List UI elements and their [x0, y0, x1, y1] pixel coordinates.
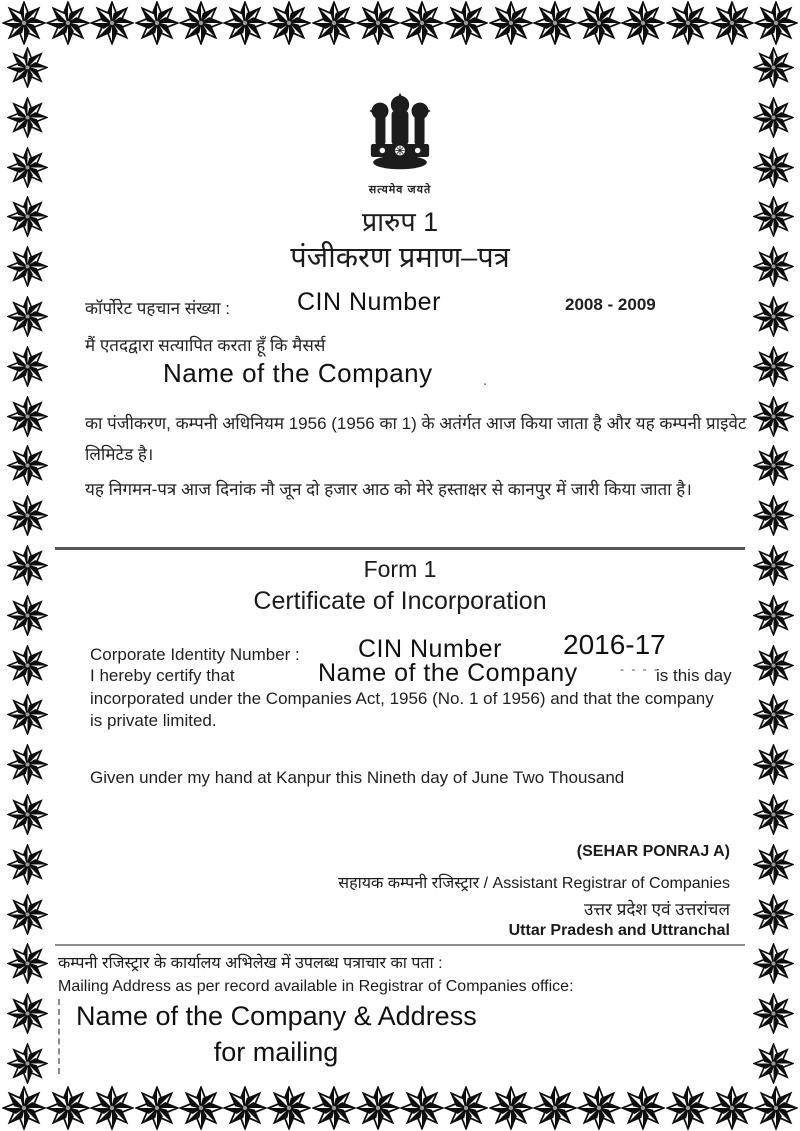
star-ornament-icon [753, 894, 794, 935]
star-ornament-icon [7, 445, 48, 486]
star-ornament-icon [7, 47, 48, 88]
star-ornament-icon [7, 894, 48, 935]
star-ornament-icon [90, 1, 134, 45]
star-ornament-icon [753, 97, 794, 138]
star-ornament-icon [7, 296, 48, 337]
star-ornament-icon [753, 47, 794, 88]
star-ornament-icon [312, 1, 356, 45]
star-ornament-icon [533, 1, 577, 45]
star-ornament-icon [710, 1086, 754, 1130]
region-hindi: उत्तर प्रदेश एवं उत्तरांचल [583, 900, 730, 919]
star-ornament-icon [7, 694, 48, 735]
star-ornament-icon [753, 495, 794, 536]
star-ornament-icon [710, 1, 754, 45]
star-ornament-icon [753, 744, 794, 785]
certify-body-line3: is private limited. [90, 711, 217, 730]
mailing-label-english: Mailing Address as per record available in Registrar of Companies office: [58, 978, 574, 995]
ornament-border-bottom [0, 1086, 800, 1130]
star-ornament-icon [489, 1, 533, 45]
star-ornament-icon [46, 1086, 90, 1130]
star-ornament-icon [753, 794, 794, 835]
star-ornament-icon [533, 1086, 577, 1130]
footer-divider [55, 944, 745, 946]
star-ornament-icon [7, 196, 48, 237]
india-national-emblem [320, 86, 480, 197]
star-ornament-icon [753, 346, 794, 387]
star-ornament-icon [223, 1, 267, 45]
section-divider [55, 547, 745, 550]
registration-paragraph-hindi: का पंजीकरण, कम्पनी अधिनियम 1956 (1956 का 1) के अतंर्गत आज किया जाता है और यह कम्पनी प्राइवेट लिमिटेड है। [85, 414, 747, 464]
form-number-hindi: प्रारुप 1 [361, 207, 439, 237]
star-ornament-icon [7, 545, 48, 586]
year-range-english-section: 2016-17 [563, 629, 666, 660]
star-ornament-icon [444, 1086, 488, 1130]
star-ornament-icon [7, 396, 48, 437]
year-range-hindi-section: 2008 - 2009 [565, 295, 656, 314]
region-english: Uttar Pradesh and Uttranchal [508, 922, 730, 939]
star-ornament-icon [46, 1, 90, 45]
star-ornament-icon [753, 545, 794, 586]
star-ornament-icon [223, 1086, 267, 1130]
ornament-border-left [5, 47, 49, 1084]
company-name-field-hindi-section[interactable]: Name of the Company [163, 358, 433, 388]
star-ornament-icon [577, 1, 621, 45]
star-ornament-icon [753, 993, 794, 1034]
certify-body-line2: incorporated under the Companies Act, 1956 (No. 1 of 1956) and that the company [90, 689, 714, 708]
star-ornament-icon [179, 1086, 223, 1130]
star-ornament-icon [753, 196, 794, 237]
star-ornament-icon [7, 645, 48, 686]
star-ornament-icon [621, 1, 665, 45]
star-ornament-icon [666, 1, 710, 45]
star-ornament-icon [753, 296, 794, 337]
star-ornament-icon [2, 1086, 46, 1130]
star-ornament-icon [753, 246, 794, 287]
star-ornament-icon [754, 1086, 798, 1130]
star-ornament-icon [666, 1086, 710, 1130]
star-ornament-icon [7, 97, 48, 138]
certificate-title-hindi: पंजीकरण प्रमाण–पत्र [290, 242, 510, 274]
certify-line-hindi: मैं एतदद्वारा सत्यापित करता हूँ कि मैसर्स [85, 336, 326, 355]
star-ornament-icon [90, 1086, 134, 1130]
star-ornament-icon [7, 595, 48, 636]
star-ornament-icon [312, 1086, 356, 1130]
star-ornament-icon [753, 445, 794, 486]
mailing-address-line1: Name of the Company & Address [76, 1001, 477, 1031]
mailing-address-line2: for mailing [213, 1037, 339, 1067]
mailing-address-field[interactable] [58, 999, 476, 1074]
certify-suffix: is this day [656, 666, 732, 685]
star-ornament-icon [753, 595, 794, 636]
star-ornament-icon [754, 1, 798, 45]
star-ornament-icon [753, 844, 794, 885]
star-ornament-icon [7, 844, 48, 885]
star-ornament-icon [400, 1086, 444, 1130]
star-ornament-icon [267, 1, 311, 45]
star-ornament-icon [753, 645, 794, 686]
year-underline-dashes: - - - - [620, 662, 660, 676]
star-ornament-icon [7, 943, 48, 984]
star-ornament-icon [356, 1, 400, 45]
given-under-hand-line: Given under my hand at Kanpur this Nineth day of June Two Thousand [90, 768, 625, 787]
star-ornament-icon [753, 396, 794, 437]
certificate-title-english: Certificate of Incorporation [253, 587, 547, 615]
star-ornament-icon [444, 1, 488, 45]
certify-prefix: I hereby certify that [90, 666, 235, 685]
registrar-title-line: सहायक कम्पनी रजिस्ट्रार / Assistant Registrar of Companies [338, 875, 730, 892]
star-ornament-icon [753, 694, 794, 735]
star-ornament-icon [356, 1086, 400, 1130]
company-name-field-english-section[interactable]: Name of the Company [318, 659, 578, 687]
cin-number-field-hindi-section[interactable]: CIN Number [297, 288, 441, 316]
star-ornament-icon [267, 1086, 311, 1130]
star-ornament-icon [7, 794, 48, 835]
star-ornament-icon [753, 1043, 794, 1084]
star-ornament-icon [179, 1, 223, 45]
form-number-english: Form 1 [363, 556, 437, 582]
cin-number-field-english-section[interactable]: CIN Number [358, 635, 502, 663]
star-ornament-icon [753, 147, 794, 188]
star-ornament-icon [7, 744, 48, 785]
star-ornament-icon [7, 993, 48, 1034]
mailing-label-hindi: कम्पनी रजिस्ट्रार के कार्यालय अभिलेख में उपलब्ध पत्राचार का पता : [58, 955, 443, 972]
ashoka-lion-capital-icon [354, 86, 446, 182]
star-ornament-icon [577, 1086, 621, 1130]
cin-label-hindi: कॉर्पोरेट पहचान संख्या : [85, 299, 230, 318]
signatory-name: (SEHAR PONRAJ A) [576, 843, 730, 860]
star-ornament-icon [7, 147, 48, 188]
star-ornament-icon [7, 495, 48, 536]
star-ornament-icon [7, 246, 48, 287]
cin-label-english: Corporate Identity Number : [90, 645, 300, 664]
star-ornament-icon [400, 1, 444, 45]
emblem-motto: सत्यमेव जयते [368, 184, 432, 196]
star-ornament-icon [489, 1086, 533, 1130]
star-ornament-icon [135, 1086, 179, 1130]
star-ornament-icon [2, 1, 46, 45]
star-ornament-icon [135, 1, 179, 45]
scan-speck: . [483, 372, 488, 389]
ornament-border-top [0, 1, 800, 45]
ornament-border-right [751, 47, 795, 1084]
star-ornament-icon [7, 346, 48, 387]
star-ornament-icon [753, 943, 794, 984]
issuance-paragraph-hindi: यह निगमन-पत्र आज दिनांक नौ जून दो हजार आठ को मेरे हस्ताक्षर से कानपुर में जारी किया जाता है। [85, 480, 692, 499]
star-ornament-icon [621, 1086, 665, 1130]
star-ornament-icon [7, 1043, 48, 1084]
